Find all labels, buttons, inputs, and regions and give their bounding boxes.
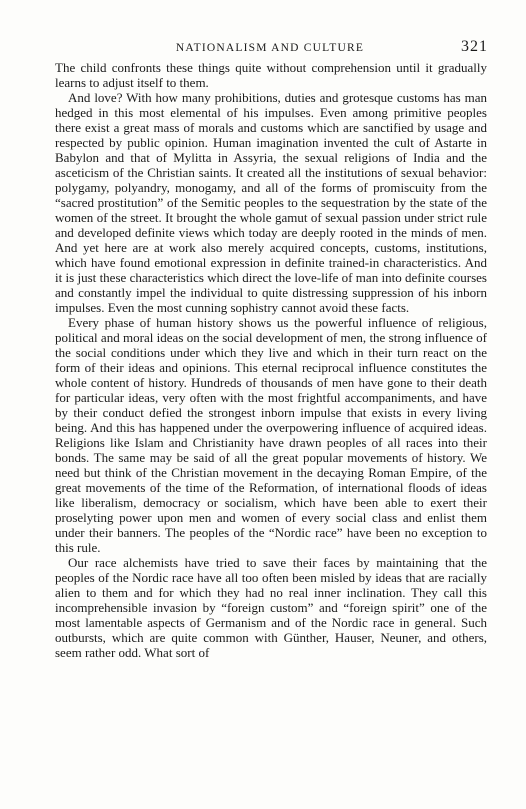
paragraph-3: Every phase of human history shows us the powerful influence of religious, political and moral ideas on the social development of men, the strong influence of the social conditions under which they live and which in their turn react on the form of their ideas and opinions. This eternal reciprocal influence constitutes the whole content of history. Hundreds of thousands of men have gone to their death for particular ideas, very often with the most frightful accompaniments, and have by their conduct defied the strongest inborn impulse that exists in every living being. And this has happened under the overpowering influence of acquired ideas. Religions like Islam and Christianity have drawn peoples of all races into their bonds. The same may be said of all the great popular movements of history. We need but think of the Christian movement in the decaying Roman Empire, of the great movements of the time of the Reformation, of international floods of ideas like liberalism, democracy or socialism, which have been able to exert their proselyting power upon men and women of every social class and enlist them under their banners. The peoples of the “Nordic race” have been no exception to this rule. — [55, 315, 487, 555]
paragraph-2: And love? With how many prohibitions, duties and grotesque customs has man hedged in this most elemental of his impulses. Even among primitive peoples there exist a great mass of morals and customs which are sanctified by usage and respected by public opinion. Human imagination invented the cult of Astarte in Babylon and that of Mylitta in Assyria, the sexual religions of India and the asceticism of the Christian saints. It created all the institutions of sexual behavior: polygamy, polyandry, monogamy, and all of the forms of promiscuity from the “sacred prostitution” of the Semitic peoples to the sequestration by the state of the women of the street. It brought the whole gamut of sexual passion under strict rule and developed definite views which today are deeply rooted in the minds of men. And yet here are at work also merely acquired concepts, customs, institutions, which have found emotional expression in definite trained-in characteristics. And it is just these characteristics which direct the love-life of man into definite courses and constantly impel the individual to quite distressing suppression of his inborn impulses. Even the most cunning sophistry cannot avoid these facts. — [55, 90, 487, 315]
running-head: NATIONALISM AND CULTURE — [175, 42, 365, 54]
body-text — [55, 60, 487, 660]
paragraph-1: The child confronts these things quite without comprehension until it gradually learns to adjust itself to them. — [55, 60, 487, 90]
page-number: 321 — [461, 38, 488, 55]
page-header — [52, 38, 488, 58]
paragraph-4: Our race alchemists have tried to save their faces by maintaining that the peoples of the Nordic race have all too often been misled by ideas that are racially alien to them and for which they had no real inner inclination. They call this incomprehensible invasion by “foreign custom” and “foreign spirit” one of the most lamentable aspects of Germanism and of the Nordic race in general. Such outbursts, which are quite common with Günther, Hauser, Neuner, and others, seem rather odd. What sort of — [55, 555, 487, 660]
